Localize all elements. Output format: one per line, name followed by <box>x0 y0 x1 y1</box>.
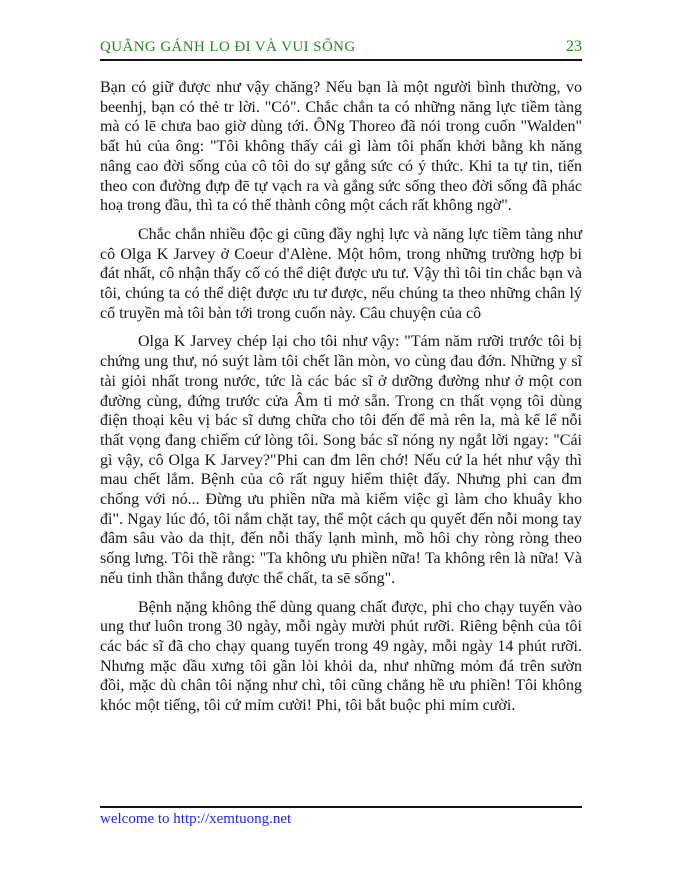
header-rule <box>100 59 582 61</box>
paragraph-1: Bạn có giữ được như vậy chăng? Nếu bạn là một người bình thường, vo beenhj, bạn có thẻ tr lời. "Có". Chắc chắn ta có những năng lực tiềm tàng mà có lē chưa bao giờ dùng tới. ÔNg Thoreo đã nói trong cuốn "Walden" bất hủ của ông: "Tôi không thấy cái gì làm tôi phấn khởi bằng kh năng nâng cao đời sống của cô tôi do sự gắng sức có ý thức. Khi ta tự tin, tiến theo con đường đựp đē tự vạch ra và gắng sức sống theo đời sống đã phác hoạ trong đầu, thì ta có thể thành công một cách rất không ngờ". <box>100 79 582 215</box>
page-body <box>100 78 582 716</box>
paragraph-3: Olga K Jarvey chép lại cho tôi như vậy: "Tám năm rưỡi trước tôi bị chứng ung thư, nó suýt làm tôi chết lần mòn, vo cùng đau đớn. Những y sĩ tài giỏi nhất trong nước, tức là các bác sĩ ở dưỡng đường như ở một con đường cùng, đứng trước cửa Âm ti mở sẵn. Trong cn thất vọng tôi dùng điện thoại kêu vị bác sĩ dưng chữa cho tôi đến để mà rên la, mà kể lể nỗi thất vọng đang chiếm cứ lòng tôi. Song bác sĩ nóng ny ngắt lời ngay: "Cái gì vậy, cô Olga K Jarvey?"Phi can đm lên chớ! Nếu cứ la hét như vậy thì mau chết lắm. Bệnh của cô rất nguy hiểm thiệt đấy. Nhưng phi can đm chống với nó... Đừng ưu phiền nữa mà kiếm việc gì làm cho khuây kho đi". Ngay lúc đó, tôi nắm chặt tay, thể một cách qu quyết đến nỗi mong tay đâm sâu vào da thịt, đến nỗi thấy lạnh mình, mồ hôi chy ròng ròng theo sống lưng. Tôi thề rằng: "Ta không ưu phiền nữa! Ta không rên là nữa! Và nếu tinh thần thắng được thể chất, ta sē sống". <box>100 333 582 587</box>
book-title: QUẲNG GÁNH LO ĐI VÀ VUI SỐNG <box>100 39 356 55</box>
paragraph-4: Bệnh nặng không thể dùng quang chất được, phi cho chạy tuyến vào ung thư luôn trong 30 ngày, mỗi ngày mười phút rưỡi. Riêng bệnh của tôi các bác sĩ đã cho chạy quang tuyến trong 49 ngày, mỗi ngày 14 phút rưỡi. Nhưng mặc dầu xưng tôi gần lòi khỏi da, như những mỏm đá trên sườn đồi, mặc dù chân tôi nặng như chì, tôi cũng chẳng hề ưu phiền! Tôi không khóc một tiếng, tôi cứ mỉm cười! Phi, tôi bắt buộc phi mỉm cười. <box>100 598 582 715</box>
paragraph-2: Chắc chắn nhiều độc gi cũng đầy nghị lực và năng lực tiềm tàng như cô Olga K Jarvey ở Coeur d'Alène. Một hôm, trong những trường hợp bi đát nhất, cô nhận thấy cố có thể diệt được ưu tư. Vậy thì tôi tin chắc bạn và tôi, chúng ta có thể diệt được ưu tư được, nếu chúng ta theo những chân lý cổ truyền mà tôi bàn tới trong cuốn này. Câu chuyện của cô <box>100 225 582 322</box>
footer-rule <box>100 806 582 808</box>
page-header <box>100 0 582 56</box>
page-footer <box>100 806 582 828</box>
page-number: 23 <box>566 38 582 55</box>
website-link[interactable]: welcome to http://xemtuong.net <box>100 811 292 827</box>
